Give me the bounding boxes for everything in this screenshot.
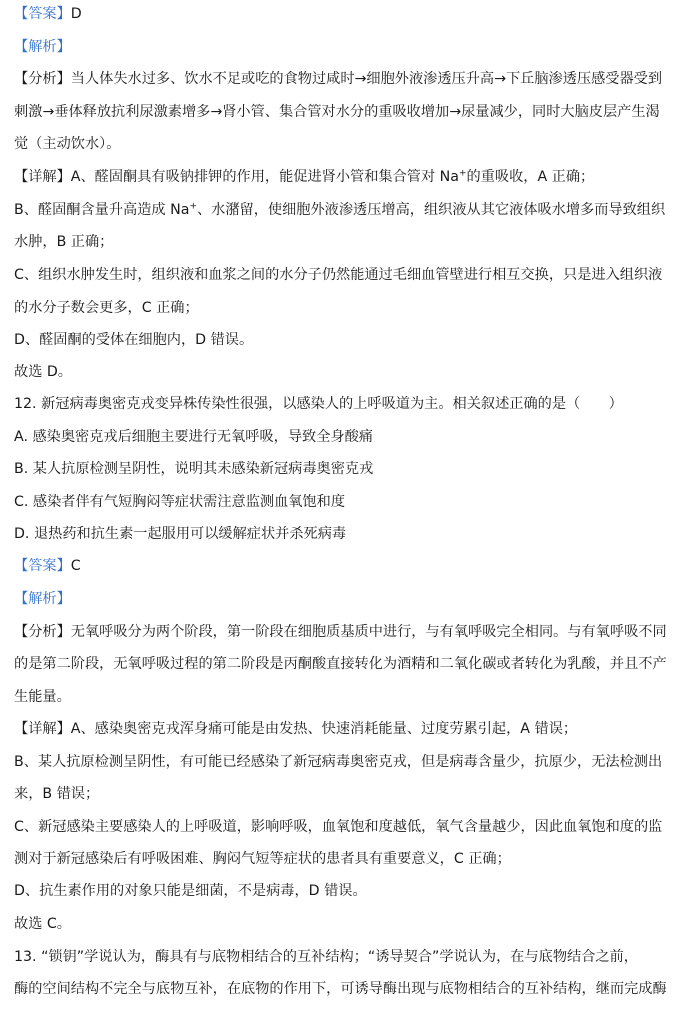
superscript-plus: + — [189, 201, 197, 212]
q11-fenxi-line-1 — [14, 69, 678, 89]
q12-analysis-line — [14, 589, 678, 609]
xiangjie-text: 、水潴留，使细胞外液渗透压增高，组织液从其它液体吸水增多而导致组织 — [196, 202, 666, 218]
q11-answer-line — [14, 4, 678, 24]
q12-xiangjie-b1 — [14, 752, 678, 772]
q11-choose — [14, 362, 678, 382]
xiangjie-tag: 【详解】 — [14, 721, 71, 737]
fenxi-text: 无氧呼吸分为两个阶段，第一阶段在细胞质基质中进行，与有氧呼吸完全相同。与有氧呼吸不同 — [70, 624, 667, 640]
q12-fenxi-line-1 — [14, 622, 678, 642]
xiangjie-text: 的水分子数会更多，C 正确； — [14, 300, 199, 316]
q13-stem-line-1 — [14, 947, 678, 967]
q12-option-a — [14, 427, 678, 447]
q12-xiangjie-a — [14, 719, 678, 739]
q12-answer-line — [14, 556, 678, 576]
xiangjie-text: B、醛固酮含量升高造成 Na — [14, 202, 190, 218]
fenxi-text: 生能量。 — [14, 689, 71, 705]
q12-xiangjie-b2 — [14, 784, 678, 804]
xiangjie-text: D、抗生素作用的对象只能是细菌，不是病毒，D 错误。 — [14, 883, 367, 899]
q12-option-c — [14, 492, 678, 512]
q12-choose — [14, 914, 678, 934]
fenxi-tag: 【分析】 — [14, 71, 71, 87]
choose-text: 故选 D。 — [14, 364, 72, 380]
q11-xiangjie-a — [14, 167, 678, 187]
answer-value: C — [70, 558, 81, 574]
fenxi-text: 的是第二阶段，无氧呼吸过程的第二阶段是丙酮酸直接转化为酒精和二氧化碳或者转化为乳酸，并且不产 — [14, 656, 667, 672]
analysis-tag: 【解析】 — [14, 591, 71, 607]
question-stem: 12. 新冠病毒奥密克戎变异株传染性很强，以感染人的上呼吸道为主。相关叙述正确的是（ ） — [14, 396, 623, 412]
answer-tag: 【答案】 — [14, 558, 71, 574]
xiangjie-text: C、新冠感染主要感染人的上呼吸道，影响呼吸，血氧饱和度越低，氧气含量越少，因此血氧饱和度的监 — [14, 819, 663, 835]
q11-xiangjie-c1 — [14, 265, 678, 285]
option-text: A. 感染奥密克戎后细胞主要进行无氧呼吸，导致全身酸痛 — [14, 429, 373, 445]
xiangjie-text: 测对于新冠感染后有呼吸困难、胸闷气短等症状的患者具有重要意义，C 正确； — [14, 851, 511, 867]
q12-xiangjie-c2 — [14, 849, 678, 869]
q11-analysis-line — [14, 37, 678, 57]
superscript-plus: + — [458, 168, 467, 179]
option-text: B. 某人抗原检测呈阴性，说明其未感染新冠病毒奥密克戎 — [14, 461, 374, 477]
answer-value: D — [70, 6, 82, 22]
q11-xiangjie-b2 — [14, 232, 678, 252]
xiangjie-tag: 【详解】 — [14, 169, 71, 185]
q12-option-b — [14, 459, 678, 479]
answer-tag: 【答案】 — [14, 6, 71, 22]
option-text: C. 感染者伴有气短胸闷等症状需注意监测血氧饱和度 — [14, 494, 346, 510]
q12-option-d — [14, 524, 678, 544]
xiangjie-text: D、醛固酮的受体在细胞内，D 错误。 — [14, 332, 254, 348]
fenxi-text: 觉（主动饮水）。 — [14, 136, 121, 152]
xiangjie-text: A、醛固酮具有吸钠排钾的作用，能促进肾小管和集合管对 Na — [70, 169, 459, 185]
xiangjie-text: C、组织水肿发生时，组织液和血浆之间的水分子仍然能通过毛细血管壁进行相互交换，只是进入组织液 — [14, 267, 663, 283]
xiangjie-text: 的重吸收，A 正确； — [466, 169, 595, 185]
q11-xiangjie-c2 — [14, 298, 678, 318]
q12-xiangjie-c1 — [14, 817, 678, 837]
xiangjie-text: 水肿，B 正确； — [14, 234, 114, 250]
q12-stem — [14, 394, 678, 414]
question-stem: 酶的空间结构不完全与底物互补，在底物的作用下，可诱导酶出现与底物相结合的互补结构，继而完成酶 — [14, 981, 667, 997]
fenxi-text: 当人体失水过多、饮水不足或吃的食物过咸时→细胞外液渗透压升高→下丘脑渗透压感受器受到 — [70, 71, 663, 87]
option-text: D. 退热药和抗生素一起服用可以缓解症状并杀死病毒 — [14, 526, 347, 542]
q11-xiangjie-b1 — [14, 200, 678, 220]
xiangjie-text: B、某人抗原检测呈阴性，有可能已经感染了新冠病毒奥密克戎，但是病毒含量少，抗原少，无法检测出 — [14, 754, 663, 770]
q11-xiangjie-d — [14, 330, 678, 350]
q12-fenxi-line-2 — [14, 654, 678, 674]
xiangjie-text: A、感染奥密克戎浑身痛可能是由发热、快速消耗能量、过度劳累引起，A 错误； — [70, 721, 578, 737]
xiangjie-text: 来，B 错误； — [14, 786, 100, 802]
choose-text: 故选 C。 — [14, 916, 71, 932]
fenxi-tag: 【分析】 — [14, 624, 71, 640]
q11-fenxi-line-2 — [14, 102, 678, 122]
analysis-tag: 【解析】 — [14, 39, 71, 55]
q12-xiangjie-d — [14, 881, 678, 901]
q12-fenxi-line-3 — [14, 687, 678, 707]
q13-stem-line-2 — [14, 979, 678, 999]
fenxi-text: 刺激→垂体释放抗利尿激素增多→肾小管、集合管对水分的重吸收增加→尿量减少，同时大脑皮层产生渴 — [14, 104, 660, 120]
question-stem: 13. “锁钥”学说认为，酶具有与底物相结合的互补结构；“诱导契合”学说认为，在与底物结合之前， — [14, 949, 638, 965]
q11-fenxi-line-3 — [14, 134, 678, 154]
